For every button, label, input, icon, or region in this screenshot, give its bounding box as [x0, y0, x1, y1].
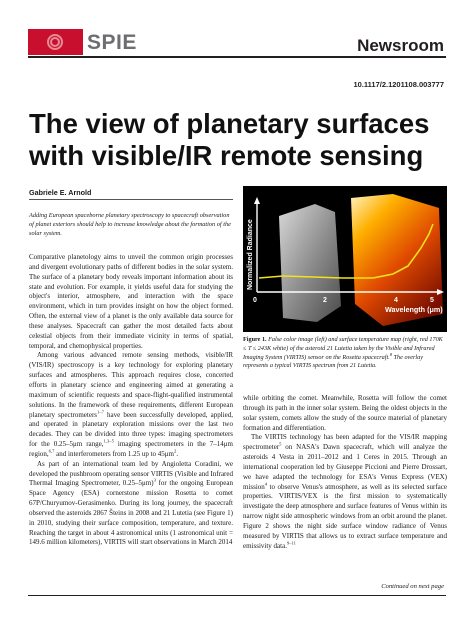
x-tick-5: 5 — [430, 297, 434, 304]
article-title: The view of planetary surfaces with visible/IR remote sensing — [29, 108, 430, 171]
y-axis-label: Normalized Radiance — [247, 219, 254, 290]
x-tick-2: 2 — [323, 297, 327, 304]
spie-logo-mark — [28, 29, 83, 55]
author-rule — [29, 199, 233, 200]
section-title: Newsroom — [357, 36, 444, 55]
paragraph: As part of an international team led by Angioletta Coradini, we developed the pushbroom operating sensor VIRTIS (Visible and Infrared Thermal Imaging Spectrometer, 0.25–5μm)$^3$ for the ongoing European Space Agency (ESA) cornerstone mission Rosetta to comet 67P/Churyumov-Gerasimenko. During its long journey, the spacecraft observed the asteroids 2867 Šteins in 2008 and 21 Lutetia (see Figure 1) in 2010, studying their surface composition, temperature, and texture. Reaching the target in about 4 astronomical units (1 astronomical unit = 149.6 million kilometers), VIRTIS will start observations in March 2014 — [29, 459, 234, 547]
footer-rule — [28, 595, 446, 596]
body-column-left — [29, 253, 233, 548]
doi: 10.1117/2.1201108.003777 — [353, 80, 444, 89]
header-rule — [28, 56, 446, 58]
paragraph: Among various advanced remote sensing methods, visible/IR (VIS/IR) spectroscopy is a key technology for exploring planetary surfaces and atmospheres. This approach requires close, concerted efforts in planetary science and engineering aimed at generating a maximum of scientific requests and space-flight-qualified instrumental solutions. In the framework of these requirements, different European planetary spectrometers$^{1-7}$ have been successfully developed, applied, and operated in planetary exploration missions over the last two decades. They can be divided into three types: imaging spectrometers for the 0.25–5μm range,$^{1,3-5}$ imaging spectrometers in the 7–14μm region,$^{6,7}$ and interferometers from 1.25 up to $45\mu m^2$. — [29, 351, 233, 458]
paragraph: The VIRTIS technology has been adapted for the VIS/IR mapping spectrometer$^5$ on NASA's Dawn spacecraft, which will analyze the asteroids 4 Vesta in 2011–2012 and 1 Ceres in 2015. Through an international cooperation led by Giuseppe Piccioni and Pierre Drossart, we have adapted the technology for ESA's Venus Express (VEX) mission$^4$ to observe Venus's atmosphere, as well as its selected surface properties. VIRTIS/VEX is the first mission to systematically investigate the deep atmosphere and surface features of Venus within its narrow night side atmospheric windows from an orbit around the planet. Figure 2 shows the night side surface window radiance of Venus measured by VIRTIS that allows us to extract surface temperature and emissivity data.$^{9-11}$ — [243, 433, 447, 550]
asteroid-false-color-image — [279, 204, 341, 322]
author-name: Gabriele E. Arnold — [29, 188, 92, 197]
paragraph: Comparative planetology aims to unveil the common origin processes and divergent evolutionary paths of different bodies in the solar system. The surface of a planetary body reveals important information about its state and evolution. For example, it yields useful data for studying the object's interior, atmosphere, and interaction with the space environment, which in turn provides insight on how the object formed. Often, the external view of a planet is the only available data source for these analyses. Spacecraft can gather the most detailed facts about celestial objects from their immediate vicinity in terms of spatial, temporal, and chemophysical properties. — [29, 253, 233, 350]
figure-caption: Figure 1. False color image (left) and surface temperature map (right, red 170K ≤ T ≤ 243K white) of the asteroid 21 Lutetia taken by the Visible and Infrared Imaging System (VIRTIS) sensor on the Rosetta spacecraft.$^8$ The overlay represents a typical VIRTIS spectrum from 21 Lutetia. — [243, 336, 443, 370]
brand-name: SPIE — [87, 31, 137, 54]
abstract: Adding European spaceborne planetary spectroscopy to spacecraft observation of planet exteriors should help to increase knowledge about the formation of the solar system. — [29, 212, 231, 238]
x-tick-4: 4 — [394, 297, 398, 304]
paragraph: while orbiting the comet. Meanwhile, Rosetta will follow the comet through its path in the inner solar system. Being the oldest objects in the solar system, comets allow the study of the source material of planetary formation and differentiation. — [243, 394, 447, 432]
body-column-right — [243, 394, 447, 552]
x-tick-0: 0 — [253, 297, 257, 304]
continued-note: Continued on next page — [381, 583, 444, 590]
x-axis-label: Wavelength (μm) — [385, 305, 443, 314]
figure-1 — [243, 186, 447, 332]
